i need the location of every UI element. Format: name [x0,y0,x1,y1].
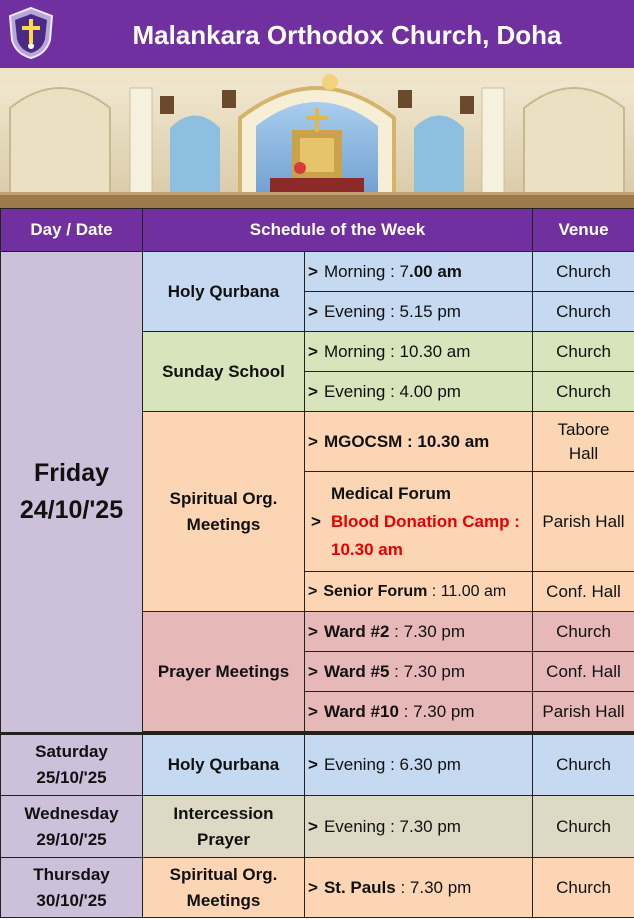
venue-cell: Church [533,252,634,292]
page-header [0,0,634,68]
schedule-cell: > MGOCSM : 10.30 am [305,412,533,472]
church-altar-image [0,68,634,208]
schedule-cell: > Evening : 6.30 pm [305,734,533,796]
page-title: Malankara Orthodox Church, Doha [132,20,562,50]
venue-cell: Church [533,734,634,796]
friday-day: Friday [33,459,110,487]
venue-cell: Conf. Hall [533,572,634,612]
wednesday-category: Intercession Prayer [143,796,305,858]
venue-cell: Church [533,372,634,412]
schedule-cell: > St. Pauls : 7.30 pm [305,858,533,918]
saturday-day-cell: Saturday 25/10/'25 [1,734,143,796]
thursday-day-cell: Thursday 30/10/'25 [1,858,143,918]
venue-cell: Church [533,796,634,858]
schedule-cell: > Evening : 4.00 pm [305,372,533,412]
venue-cell: Church [533,612,634,652]
spiritual-org-label: Spiritual Org. Meetings [143,412,305,612]
header-day-date: Day / Date [1,209,143,252]
prayer-meetings-label: Prayer Meetings [143,612,305,732]
wednesday-day-cell: Wednesday 29/10/'25 [1,796,143,858]
schedule-cell: Medical Forum > Blood Donation Camp : 10.30 am [305,472,533,572]
weekly-schedule-table [0,208,634,918]
venue-cell: Parish Hall [533,472,634,572]
schedule-cell: > Ward #10 : 7.30 pm [305,692,533,732]
schedule-cell: > Evening : 7.30 pm [305,796,533,858]
holy-qurbana-label: Holy Qurbana [143,252,305,332]
schedule-cell: > Ward #2 : 7.30 pm [305,612,533,652]
friday-day-cell [1,252,143,734]
thursday-category: Spiritual Org. Meetings [143,858,305,918]
table-row [1,796,634,858]
venue-cell: Church [533,858,634,918]
church-interior-photo [0,68,634,208]
schedule-cell: > Senior Forum : 11.00 am [305,572,533,612]
friday-date: 24/10/'25 [19,496,124,524]
venue-cell: Conf. Hall [533,652,634,692]
header-venue: Venue [533,209,634,252]
schedule-cell: > Morning : 7.00 am [305,252,533,292]
venue-cell: Church [533,332,634,372]
schedule-cell: > Evening : 5.15 pm [305,292,533,332]
schedule-cell: > Ward #5 : 7.30 pm [305,652,533,692]
table-row [1,858,634,918]
header-schedule: Schedule of the Week [143,209,533,252]
saturday-category: Holy Qurbana [143,734,305,796]
table-row [1,252,634,292]
church-logo-icon [6,6,56,60]
venue-cell: Tabore Hall [533,412,634,472]
venue-cell: Church [533,292,634,332]
schedule-cell: > Morning : 10.30 am [305,332,533,372]
venue-cell: Parish Hall [533,692,634,732]
table-header-row [1,209,634,252]
table-row [1,734,634,796]
sunday-school-label: Sunday School [143,332,305,412]
